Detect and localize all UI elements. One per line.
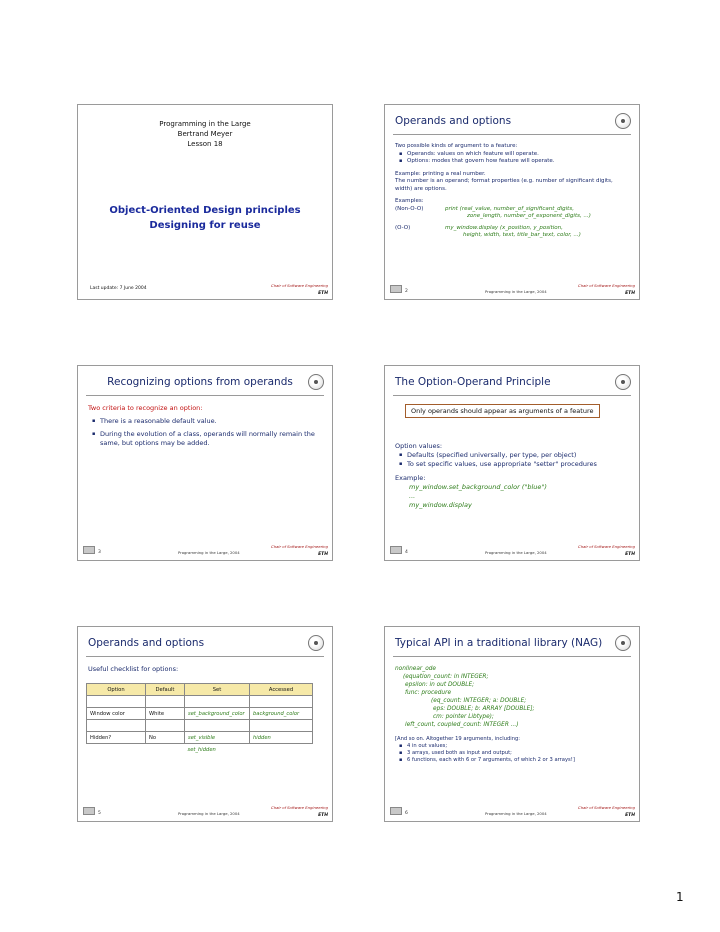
slide-3 <box>77 365 333 561</box>
slide-6 <box>384 626 640 822</box>
options-table <box>86 683 313 755</box>
slide-number: 3 <box>98 550 101 555</box>
slide-4 <box>384 365 640 561</box>
list-item: ▪ 6 functions, each with 6 or 7 arguments, of which 2 or 3 arrays!] <box>407 757 631 764</box>
eth-seal-icon <box>615 113 631 129</box>
slide-1 <box>77 104 333 300</box>
eth-logo: ETH <box>318 291 328 296</box>
slide-title: Operands and options <box>395 115 512 127</box>
slide-1-header: Programming in the Large Bertrand Meyer Lesson 18 <box>159 120 251 148</box>
slide-body: Useful checklist for options: <box>88 665 179 673</box>
list-item: ▪ 4 in out values; <box>407 743 631 750</box>
footer-chair: Chair of Software Engineering <box>578 544 635 549</box>
eth-logo: ETH <box>625 291 635 296</box>
eth-logo: ETH <box>625 813 635 818</box>
slide-number: 6 <box>405 811 408 816</box>
eth-seal-icon <box>308 374 324 390</box>
title-divider <box>393 134 631 135</box>
footer-course: Programming in the Large, 2004 <box>485 811 547 816</box>
title-divider <box>393 395 631 396</box>
table-row <box>87 720 313 732</box>
eth-seal-icon <box>615 635 631 651</box>
slide-title: Recognizing options from operands <box>107 376 293 388</box>
slide-title: The Option-Operand Principle <box>395 376 551 388</box>
list-item: ▪ To set specific values, use appropriate "setter" procedures <box>407 460 631 469</box>
slide-number: 4 <box>405 550 408 555</box>
list-item: ▪ 3 arrays, used both as input and output; <box>407 750 631 757</box>
table-row: Hidden? No set_visible hidden <box>87 732 313 744</box>
table-row: Window color White set_background_color background_color <box>87 708 313 720</box>
nav-arrows-icon[interactable] <box>83 546 95 554</box>
last-update: Last update: 7 June 2004 <box>90 286 147 291</box>
list-item: ▪ There is a reasonable default value. <box>100 417 324 426</box>
table-header-row: Option Default Set Accessed <box>87 684 313 696</box>
eth-seal-icon <box>308 635 324 651</box>
slide-body: Two possible kinds of argument to a feature: ▪ Operands: values on which feature will operate. ▪ Options: modes that govern how feature will operate. Example: printing a real number. The number is an operand; format properties (e.g. number of significant digits, width) are options. Examples: (Non-O-O) print (real_value, number_of_significant_digits, zone_length, number_of_exponent_digits, ...) (O-O) my_window.display (x_position, y_position, height, width, text, title_bar_text, color, ...) <box>395 143 631 240</box>
title-divider <box>86 656 324 657</box>
slide-body: Two criteria to recognize an option: ▪ There is a reasonable default value. ▪ During the evolution of a class, operands will normally remain the same, but options may be added. <box>88 404 324 448</box>
footer-course: Programming in the Large, 2004 <box>178 550 240 555</box>
slide-title: Typical API in a traditional library (NAG) <box>395 637 603 649</box>
slide-1-title: Object-Oriented Design principles Designing for reuse <box>109 205 301 231</box>
nav-arrows-icon[interactable] <box>390 807 402 815</box>
principle-box: Only operands should appear as arguments of a feature <box>405 404 600 418</box>
footer-chair: Chair of Software Engineering <box>578 805 635 810</box>
list-item: ▪ Defaults (specified universally, per type, per object) <box>407 451 631 460</box>
eth-logo: ETH <box>318 813 328 818</box>
footer-course: Programming in the Large, 2004 <box>485 550 547 555</box>
slide-body: nonlinear_ode (equation_count: in INTEGER; epsilon: in out DOUBLE; func: procedure (eq_count: INTEGER; a: DOUBLE; eps: DOUBLE; b: ARRAY [DOUBLE]; cm: pointer Libtype); left_count, coupled_count: INTEGER ...) [And so on. Altogether 19 arguments, including: ▪ 4 in out values; ▪ 3 arrays, used both as input and output; ▪ 6 functions, each with 6 or 7 arguments, of which 2 or 3 arrays!] <box>395 665 631 764</box>
slide-number: 5 <box>98 811 101 816</box>
slide-5 <box>77 626 333 822</box>
eth-seal-icon <box>615 374 631 390</box>
table-row: set_hidden <box>187 746 216 753</box>
title-divider <box>86 395 324 396</box>
nav-arrows-icon[interactable] <box>390 546 402 554</box>
list-item: ▪ Operands: values on which feature will operate. <box>407 151 631 159</box>
table-row <box>87 696 313 708</box>
eth-logo: ETH <box>318 552 328 557</box>
page-number: 1 <box>676 890 684 904</box>
nav-arrows-icon[interactable] <box>390 285 402 293</box>
title-divider <box>393 656 631 657</box>
slide-title: Operands and options <box>88 637 205 649</box>
list-item: ▪ During the evolution of a class, operands will normally remain the same, but options may be added. <box>100 430 324 448</box>
footer-course: Programming in the Large, 2004 <box>178 811 240 816</box>
footer-course: Programming in the Large, 2004 <box>485 289 547 294</box>
slide-2 <box>384 104 640 300</box>
footer-chair: Chair of Software Engineering <box>578 283 635 288</box>
footer-chair: Chair of Software Engineering <box>271 283 328 288</box>
eth-logo: ETH <box>625 552 635 557</box>
slide-number: 2 <box>405 289 408 294</box>
slide-body: Option values: ▪ Defaults (specified universally, per type, per object) ▪ To set specific values, use appropriate "setter" procedures Example: my_window.set_background_color ("blue") ... my_window.display <box>395 442 631 510</box>
list-item: ▪ Options: modes that govern how feature will operate. <box>407 158 631 166</box>
nav-arrows-icon[interactable] <box>83 807 95 815</box>
footer-chair: Chair of Software Engineering <box>271 544 328 549</box>
footer-chair: Chair of Software Engineering <box>271 805 328 810</box>
